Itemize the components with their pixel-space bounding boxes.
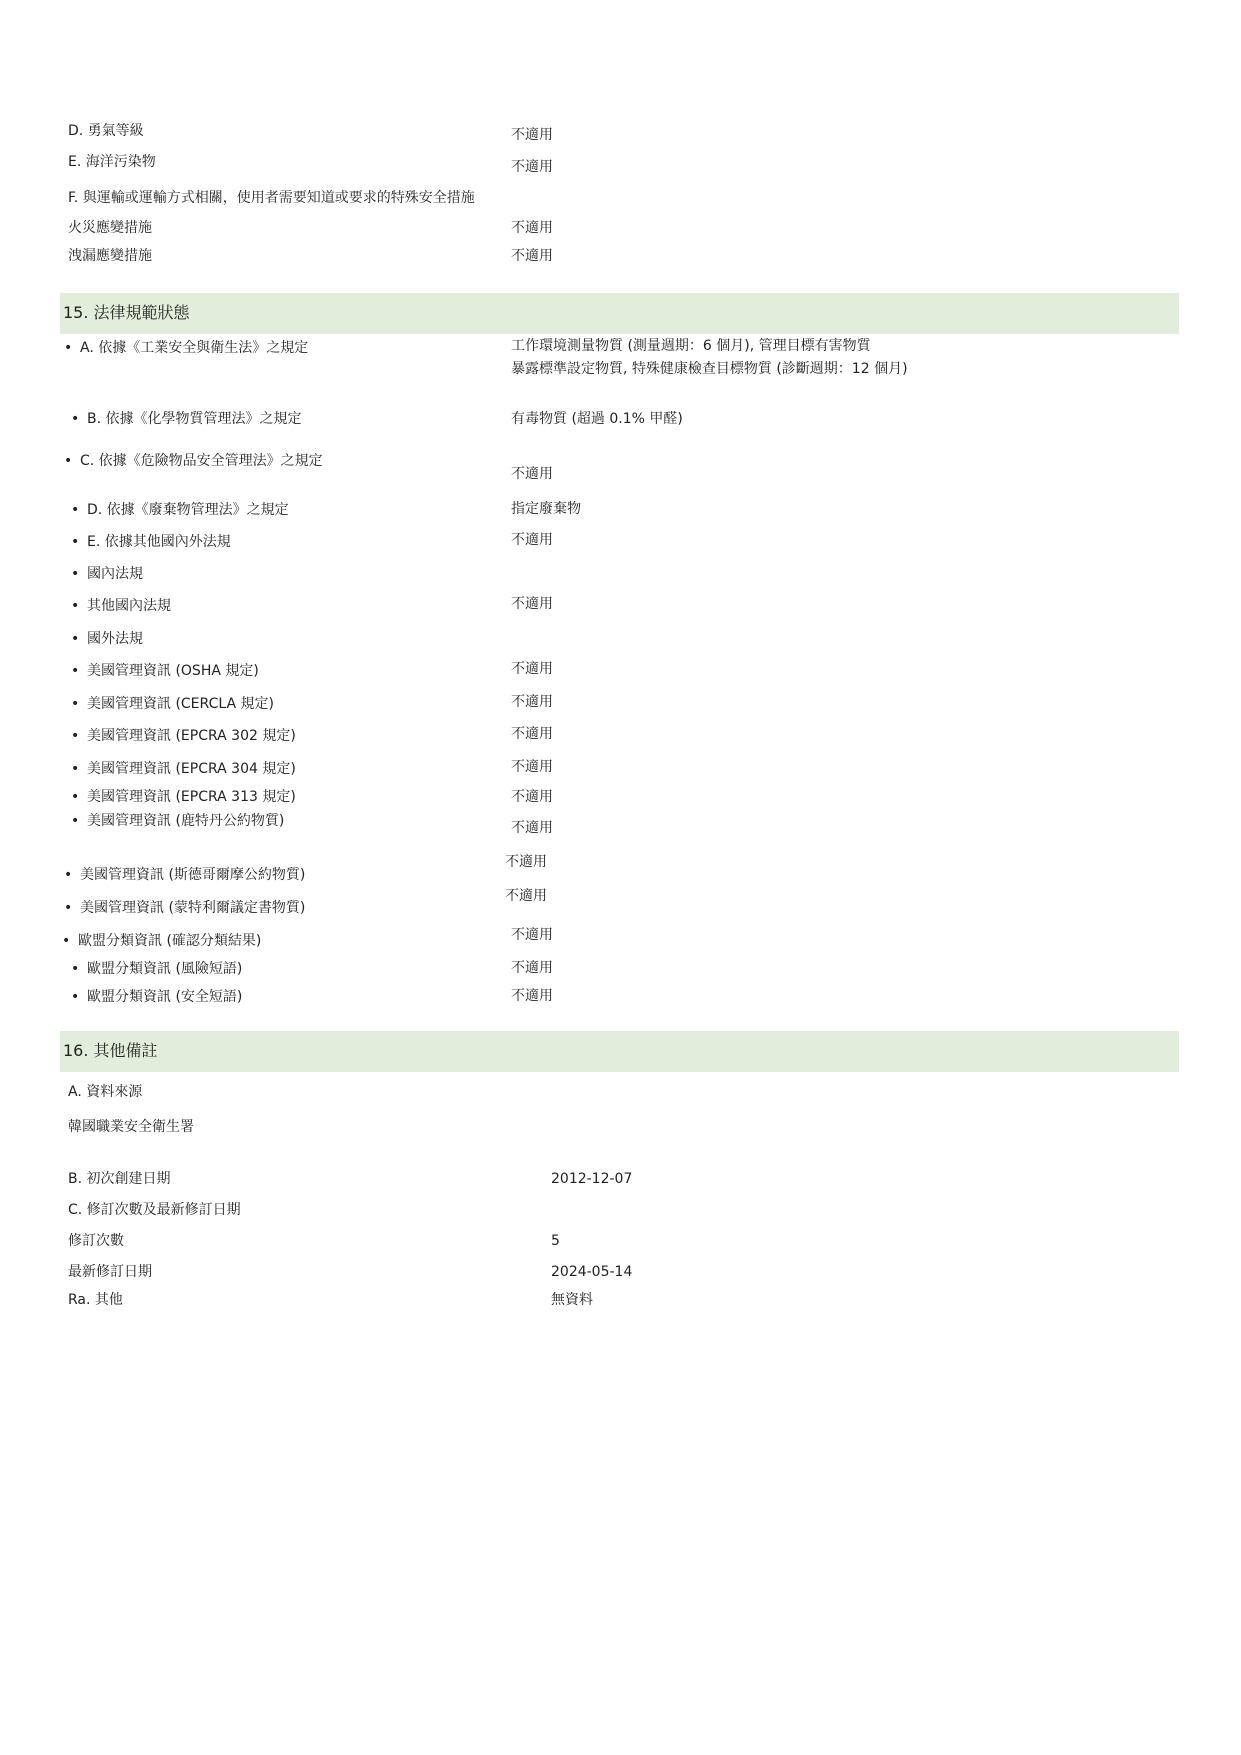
latest-revision-label: 最新修訂日期: [68, 1264, 152, 1280]
revision-count-value: 5: [551, 1233, 560, 1249]
transport-value-fire: 不適用: [511, 220, 553, 236]
section-16-title: 16. 其他備註: [63, 1041, 158, 1060]
reg-value-c: 不適用: [511, 466, 553, 482]
transport-label-d: D. 勇氣等級: [68, 123, 144, 139]
created-date-value: 2012-12-07: [551, 1171, 633, 1187]
reg-value-epcra302: 不適用: [511, 726, 553, 742]
reg-value-rotterdam: 不適用: [511, 820, 553, 836]
reg-value-eu-classification: 不適用: [511, 927, 553, 943]
reg-value-eu-risk: 不適用: [511, 960, 553, 976]
transport-value-leak: 不適用: [511, 248, 553, 264]
section-15-title: 15. 法律規範狀態: [63, 303, 190, 322]
reg-label-cercla: • 美國管理資訊 (CERCLA 規定): [87, 695, 274, 713]
reg-label-b: • B. 依據《化學物質管理法》之規定: [87, 410, 302, 428]
section-16-header: [60, 1031, 1179, 1072]
source-label: A. 資料來源: [68, 1084, 143, 1100]
reg-label-domestic: • 國內法規: [87, 565, 143, 583]
reg-value-stockholm: 不適用: [505, 854, 547, 870]
reg-value-eu-safety: 不適用: [511, 988, 553, 1004]
reg-value-e: 不適用: [511, 532, 553, 548]
reg-label-d: • D. 依據《廢棄物管理法》之規定: [87, 501, 289, 519]
other-label: Ra. 其他: [68, 1292, 123, 1308]
reg-label-osha: • 美國管理資訊 (OSHA 規定): [87, 662, 259, 680]
reg-value-epcra313: 不適用: [511, 789, 553, 805]
created-date-label: B. 初次創建日期: [68, 1171, 171, 1187]
latest-revision-value: 2024-05-14: [551, 1264, 633, 1280]
transport-label-e: E. 海洋污染物: [68, 154, 156, 170]
transport-value-e: 不適用: [511, 159, 553, 175]
revision-count-label: 修訂次數: [68, 1233, 124, 1249]
reg-label-eu-classification: • 歐盟分類資訊 (確認分類結果): [78, 932, 261, 950]
reg-value-osha: 不適用: [511, 661, 553, 677]
transport-value-d: 不適用: [511, 127, 553, 143]
reg-label-eu-risk: • 歐盟分類資訊 (風險短語): [87, 960, 242, 978]
reg-label-epcra304: • 美國管理資訊 (EPCRA 304 規定): [87, 760, 296, 778]
reg-label-other-domestic: • 其他國內法規: [87, 597, 171, 615]
section-15-header: [60, 293, 1179, 334]
reg-label-epcra302: • 美國管理資訊 (EPCRA 302 規定): [87, 727, 296, 745]
reg-label-eu-safety: • 歐盟分類資訊 (安全短語): [87, 988, 242, 1006]
reg-value-cercla: 不適用: [511, 694, 553, 710]
reg-value-other-domestic: 不適用: [511, 596, 553, 612]
reg-value-a-line2: 暴露標準設定物質, 特殊健康檢查目標物質 (診斷週期：12 個月): [511, 361, 908, 377]
source-value: 韓國職業安全衛生署: [68, 1119, 194, 1135]
transport-label-fire: 火災應變措施: [68, 220, 152, 236]
reg-label-montreal: • 美國管理資訊 (蒙特利爾議定書物質): [80, 899, 305, 917]
reg-label-c: • C. 依據《危險物品安全管理法》之規定: [80, 452, 323, 470]
reg-value-montreal: 不適用: [505, 888, 547, 904]
transport-label-f: F. 與運輸或運輸方式相關，使用者需要知道或要求的特殊安全措施: [68, 190, 475, 206]
other-value: 無資料: [551, 1292, 593, 1308]
reg-label-epcra313: • 美國管理資訊 (EPCRA 313 規定): [87, 788, 296, 806]
reg-label-a: • A. 依據《工業安全與衛生法》之規定: [80, 339, 308, 357]
reg-value-a-line1: 工作環境測量物質 (測量週期：6 個月), 管理目標有害物質: [511, 338, 871, 354]
reg-label-stockholm: • 美國管理資訊 (斯德哥爾摩公約物質): [80, 866, 305, 884]
reg-label-foreign: • 國外法規: [87, 630, 143, 648]
reg-value-epcra304: 不適用: [511, 759, 553, 775]
reg-value-d: 指定廢棄物: [511, 501, 581, 517]
reg-value-b: 有毒物質 (超過 0.1% 甲醛): [511, 411, 683, 427]
revision-info-label: C. 修訂次數及最新修訂日期: [68, 1202, 241, 1218]
reg-label-rotterdam: • 美國管理資訊 (鹿特丹公約物質): [87, 812, 284, 830]
reg-label-e: • E. 依據其他國內外法規: [87, 533, 231, 551]
transport-label-leak: 洩漏應變措施: [68, 248, 152, 264]
